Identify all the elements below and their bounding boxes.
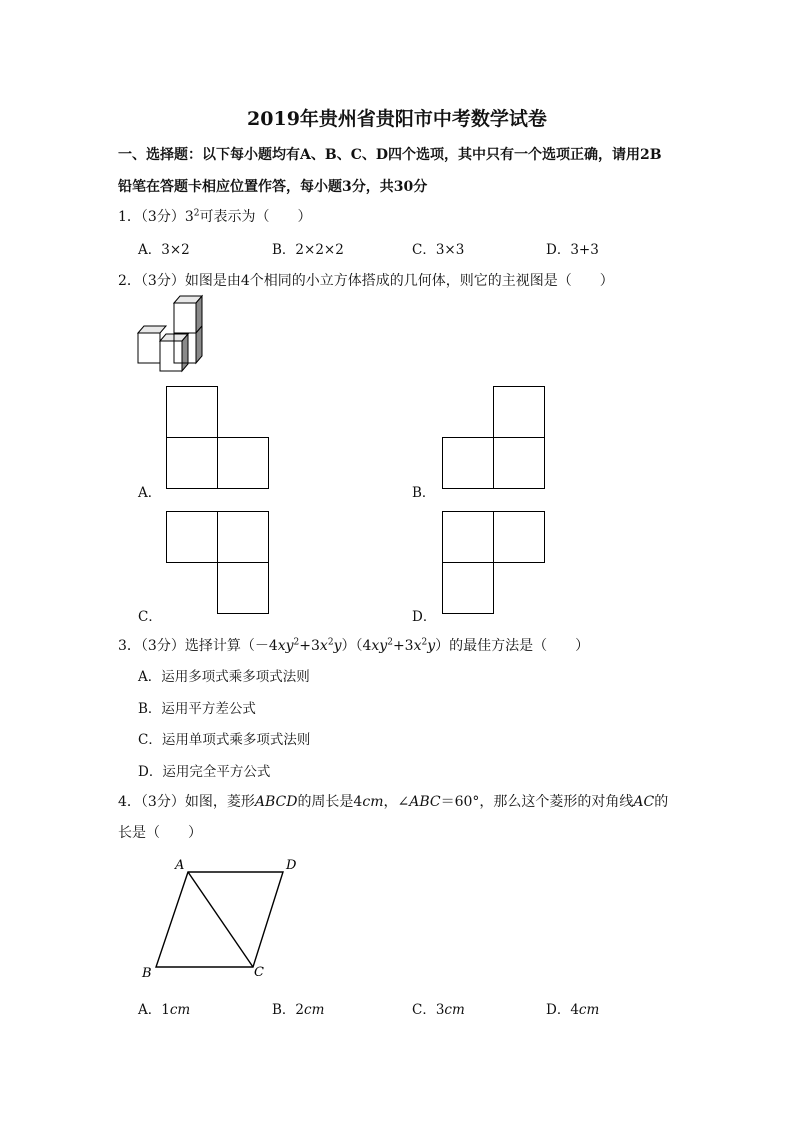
q3-option-d: D．运用完全平方公式 bbox=[138, 764, 271, 780]
q4-unit: cm bbox=[362, 794, 384, 810]
q2-option-b-label: B． bbox=[412, 485, 436, 501]
q3-text: +3 bbox=[392, 638, 414, 654]
diagonal-ac bbox=[188, 872, 253, 967]
q4-option-d-unit: cm bbox=[578, 1002, 600, 1018]
q4-text: 4．（3分）如图，菱形 bbox=[118, 794, 255, 810]
q4-text: 的周长是4 bbox=[297, 794, 363, 810]
q1-option-c: C．3×3 bbox=[412, 242, 465, 258]
grid-square bbox=[166, 437, 218, 489]
question-2-stem: 2．（3分）如图是由4个相同的小立方体搭成的几何体，则它的主视图是（ ） bbox=[118, 273, 614, 289]
grid-square bbox=[166, 386, 218, 438]
question-4-stem-line1 bbox=[118, 791, 668, 811]
grid-square bbox=[442, 437, 494, 489]
q3-var: x bbox=[413, 638, 422, 654]
q4-option-a-unit: cm bbox=[169, 1002, 191, 1018]
q1-option-a: A．3×2 bbox=[138, 242, 190, 258]
grid-square bbox=[166, 511, 218, 563]
cube-stack-figure bbox=[134, 296, 214, 376]
q3-var: xy bbox=[371, 638, 388, 654]
q3-var: y bbox=[333, 638, 342, 654]
q3-text: +3 bbox=[299, 638, 320, 654]
grid-square bbox=[217, 511, 269, 563]
page-title: 2019年贵州省贵阳市中考数学试卷 bbox=[247, 108, 547, 130]
q4-option-c-value: C．3 bbox=[412, 1002, 445, 1018]
q4-option-b-unit: cm bbox=[304, 1002, 325, 1018]
q3-text: ）（4 bbox=[341, 638, 372, 654]
q1-suffix: 可表示为（ ） bbox=[199, 209, 312, 225]
q3-var: y bbox=[427, 638, 436, 654]
grid-square bbox=[493, 511, 545, 563]
grid-square bbox=[493, 386, 545, 438]
q3-exp: 2 bbox=[387, 637, 393, 648]
q3-text: ）的最佳方法是（ ） bbox=[435, 638, 590, 654]
q1-option-d: D．3+3 bbox=[546, 242, 599, 258]
q4-text: ＝60°，那么这个菱形的对角线 bbox=[440, 794, 634, 810]
q3-exp: 2 bbox=[293, 637, 300, 648]
q3-exp: 2 bbox=[327, 637, 334, 648]
q3-option-a: A．运用多项式乘多项式法则 bbox=[138, 669, 310, 685]
q2-option-a-label: A． bbox=[138, 485, 162, 501]
question-1-stem bbox=[118, 206, 311, 226]
q4-option-c-unit: cm bbox=[444, 1002, 465, 1018]
grid-square bbox=[442, 562, 494, 614]
q1-exponent: 2 bbox=[193, 208, 200, 219]
vertex-label-c: C bbox=[254, 965, 264, 980]
q4-option-b-value: B．2 bbox=[272, 1002, 305, 1018]
q4-var: ABCD bbox=[254, 794, 298, 810]
q3-exp: 2 bbox=[421, 637, 428, 648]
grid-square bbox=[493, 437, 545, 489]
q4-option-d-value: D．4 bbox=[546, 1002, 579, 1018]
q4-option-b bbox=[272, 998, 324, 1018]
section-instructions-line2: 铅笔在答题卡相应位置作答，每小题3分，共30分 bbox=[118, 179, 428, 195]
q4-option-a bbox=[138, 998, 190, 1018]
q2-option-c-label: C． bbox=[138, 609, 162, 625]
q4-var: ABC bbox=[409, 794, 441, 810]
rhombus-abcd bbox=[156, 872, 283, 967]
section-instructions-line1: 一、选择题：以下每小题均有A、B、C、D四个选项，其中只有一个选项正确，请用2B bbox=[118, 147, 662, 163]
vertex-label-a: A bbox=[175, 858, 185, 873]
grid-square bbox=[217, 437, 269, 489]
q4-text: ，∠ bbox=[383, 794, 410, 810]
q1-prefix: 1．（3分）3 bbox=[118, 209, 194, 225]
question-4-stem-line2: 长是（ ） bbox=[118, 825, 202, 841]
q4-option-d bbox=[546, 998, 599, 1018]
q4-option-a-value: A．1 bbox=[138, 1002, 170, 1018]
q3-option-b: B．运用平方差公式 bbox=[138, 701, 256, 717]
q3-text: 3．（3分）选择计算（－4 bbox=[118, 638, 278, 654]
q4-text: 的 bbox=[654, 794, 669, 810]
grid-square bbox=[442, 511, 494, 563]
q4-var: AC bbox=[633, 794, 655, 810]
grid-square bbox=[217, 562, 269, 614]
q2-option-d-label: D． bbox=[412, 609, 437, 625]
q1-option-b: B．2×2×2 bbox=[272, 242, 344, 258]
vertex-label-b: B bbox=[142, 966, 152, 981]
vertex-label-d: D bbox=[286, 858, 297, 873]
q3-var: xy bbox=[277, 638, 294, 654]
question-3-stem bbox=[118, 635, 589, 655]
rhombus-figure bbox=[138, 852, 308, 982]
q3-option-c: C．运用单项式乘多项式法则 bbox=[138, 732, 311, 748]
q3-var: x bbox=[319, 638, 328, 654]
q4-option-c bbox=[412, 998, 465, 1018]
